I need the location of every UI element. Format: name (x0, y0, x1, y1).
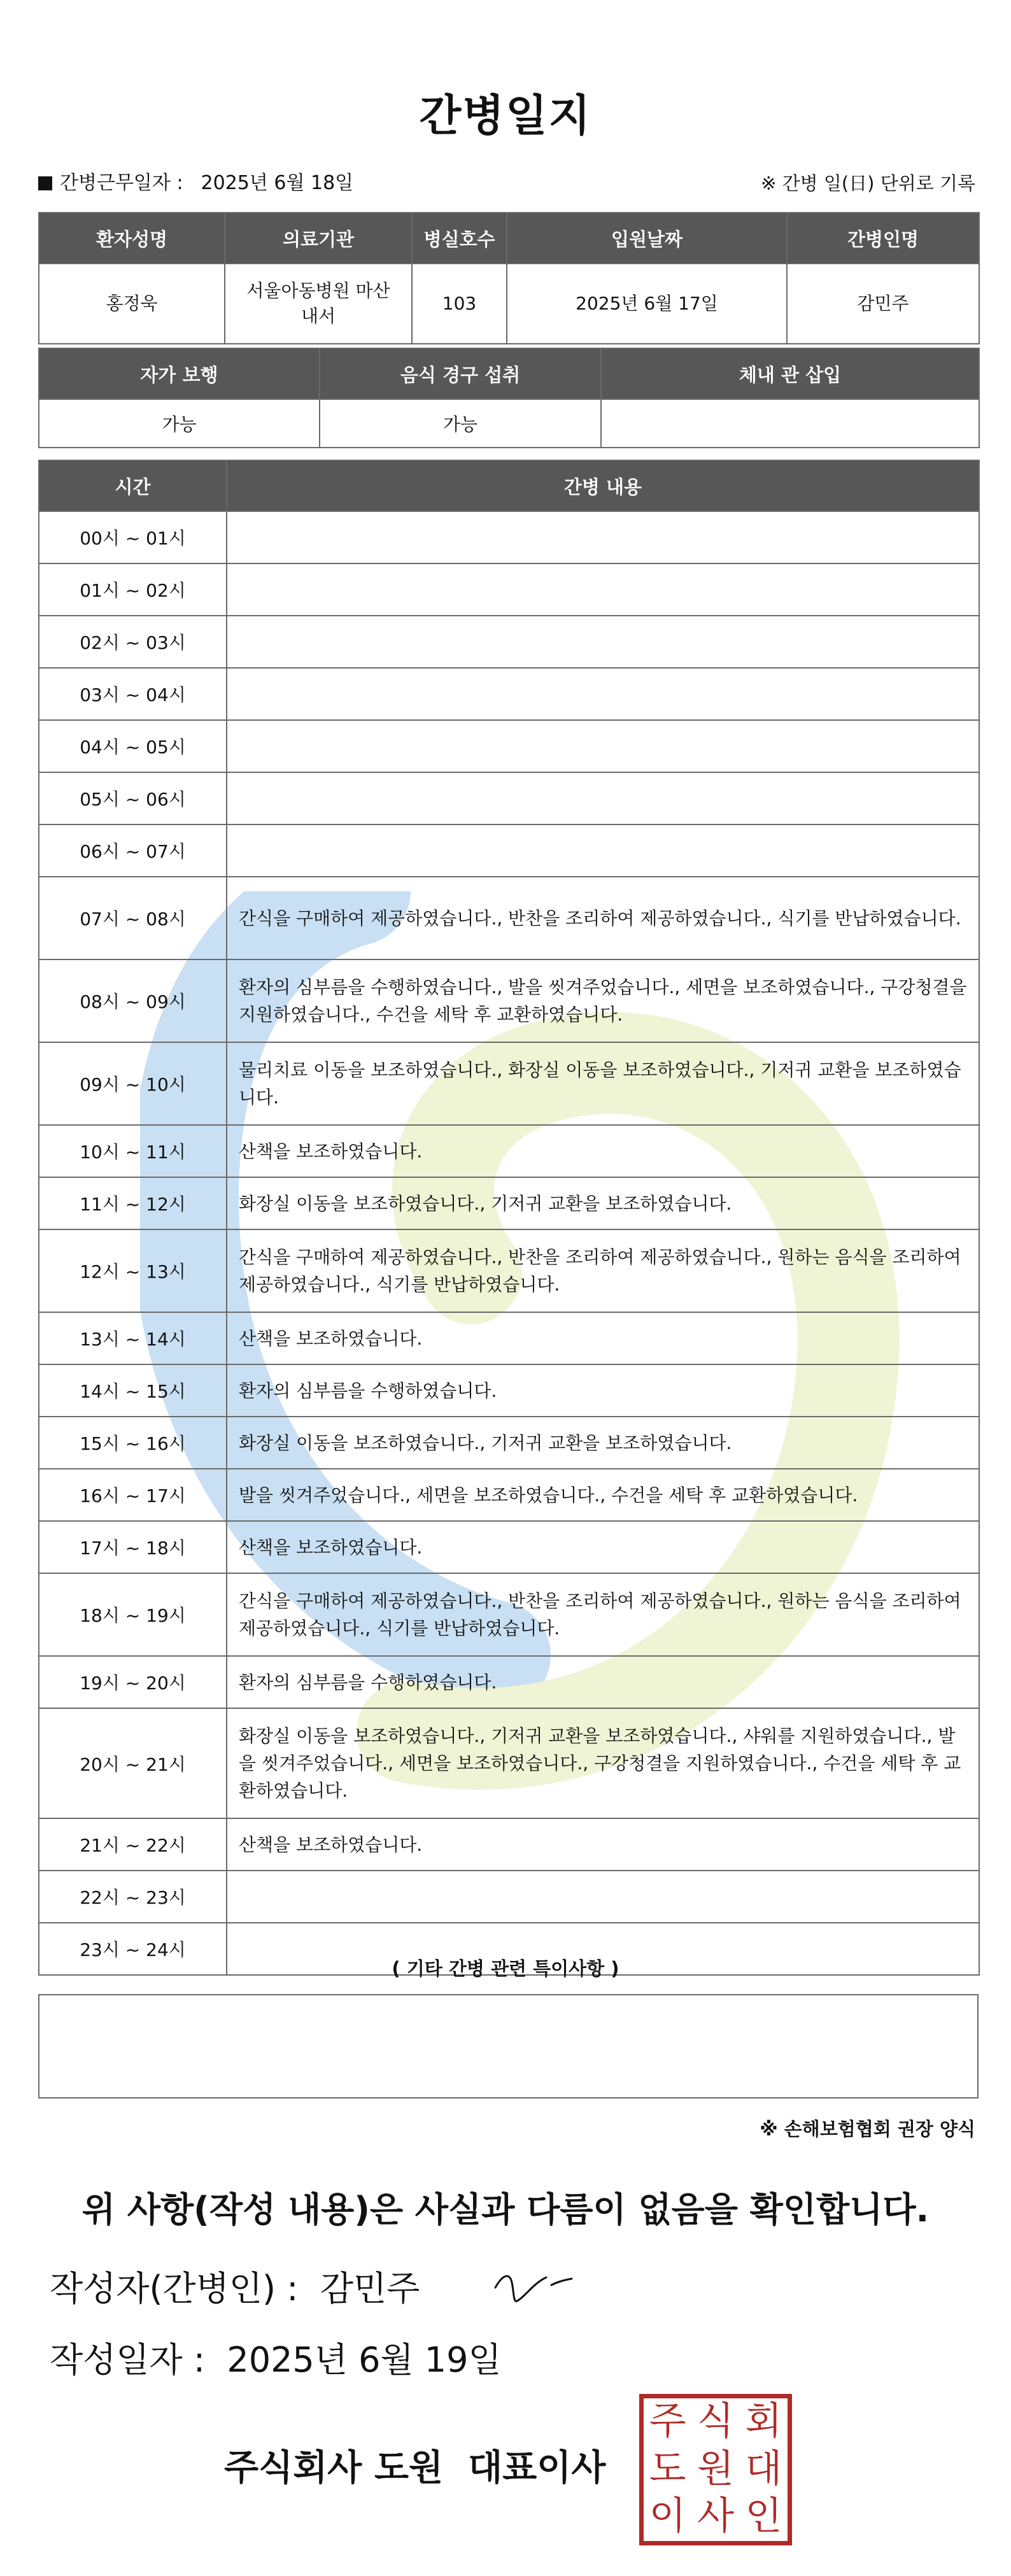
seal-character: 대 (745, 2446, 782, 2491)
caregiver-name-value: 감민주 (787, 264, 979, 344)
self-walking-value: 가능 (39, 399, 320, 448)
time-cell: 04시 ~ 05시 (39, 720, 227, 772)
table-row (39, 1417, 979, 1469)
header-tube-insertion: 체내 관 삽입 (601, 348, 979, 399)
company-ceo-line: 주식회사 도원 대표이사 (224, 2447, 606, 2489)
care-content-cell: 산책을 보조하였습니다. (227, 1521, 979, 1573)
table-row (39, 1708, 979, 1818)
care-content-cell: 산책을 보조하였습니다. (227, 1312, 979, 1364)
company-seal-stamp (639, 2394, 792, 2545)
table-row (39, 1871, 979, 1923)
patient-status-value-row (39, 399, 979, 448)
care-content-cell (227, 616, 979, 668)
writer-name: 감민주 (320, 2268, 420, 2309)
header-medical-institution: 의료기관 (225, 213, 412, 264)
seal-character: 도 (649, 2446, 686, 2491)
time-cell: 08시 ~ 09시 (39, 959, 227, 1042)
time-cell: 22시 ~ 23시 (39, 1871, 227, 1923)
room-number-value: 103 (412, 264, 507, 344)
care-content-cell: 산책을 보조하였습니다. (227, 1818, 979, 1871)
patient-info-header-row (39, 213, 979, 264)
work-date-label: 간병근무일자 : (60, 172, 183, 194)
oral-intake-value: 가능 (320, 399, 601, 448)
table-row (39, 772, 979, 824)
care-content-cell: 발을 씻겨주었습니다., 세면을 보조하였습니다., 수건을 세탁 후 교환하였습니다. (227, 1469, 979, 1521)
table-row (39, 1042, 979, 1125)
special-notes-box (38, 1994, 979, 2098)
medical-institution-value: 서울아동병원 마산 내서 (225, 264, 412, 344)
time-cell: 19시 ~ 20시 (39, 1656, 227, 1708)
care-content-cell (227, 772, 979, 824)
time-cell: 07시 ~ 08시 (39, 877, 227, 959)
time-cell: 13시 ~ 14시 (39, 1312, 227, 1364)
time-cell: 09시 ~ 10시 (39, 1042, 227, 1125)
time-cell: 05시 ~ 06시 (39, 772, 227, 824)
time-cell: 06시 ~ 07시 (39, 824, 227, 877)
time-cell: 01시 ~ 02시 (39, 563, 227, 616)
confirmation-statement: 위 사항(작성 내용)은 사실과 다름이 없음을 확인합니다. (81, 2190, 930, 2230)
header-time: 시간 (39, 460, 227, 511)
table-row (39, 824, 979, 877)
time-cell: 23시 ~ 24시 (39, 1923, 227, 1975)
table-row (39, 1312, 979, 1364)
table-row (39, 959, 979, 1042)
care-content-cell: 환자의 심부름을 수행하였습니다. (227, 1364, 979, 1417)
tube-insertion-value (601, 399, 979, 448)
time-cell: 11시 ~ 12시 (39, 1177, 227, 1229)
table-row (39, 616, 979, 668)
unit-note: ※ 간병 일(日) 단위로 기록 (761, 173, 975, 194)
header-room-number: 병실호수 (412, 213, 507, 264)
care-content-cell (227, 824, 979, 877)
written-date-value: 2025년 6월 19일 (227, 2340, 502, 2380)
patient-status-table (38, 348, 980, 448)
care-log-header-row (39, 460, 979, 511)
seal-character: 사 (697, 2494, 734, 2539)
table-row (39, 1521, 979, 1573)
time-cell: 15시 ~ 16시 (39, 1417, 227, 1469)
header-self-walking: 자가 보행 (39, 348, 320, 399)
document-title: 간병일지 (419, 91, 592, 141)
writer-label: 작성자(간병인) : (50, 2268, 299, 2309)
care-content-cell: 화장실 이동을 보조하였습니다., 기저귀 교환을 보조하였습니다. (227, 1177, 979, 1229)
patient-info-table (38, 212, 980, 344)
header-oral-intake: 음식 경구 섭취 (320, 348, 601, 399)
time-cell: 14시 ~ 15시 (39, 1364, 227, 1417)
care-content-cell (227, 720, 979, 772)
care-content-cell: 물리치료 이동을 보조하였습니다., 화장실 이동을 보조하였습니다., 기저귀 교환을 보조하였습니다. (227, 1042, 979, 1125)
time-cell: 18시 ~ 19시 (39, 1573, 227, 1656)
admission-date-value: 2025년 6월 17일 (507, 264, 787, 344)
table-row (39, 1229, 979, 1312)
table-row (39, 877, 979, 959)
care-content-cell: 환자의 심부름을 수행하였습니다. (227, 1656, 979, 1708)
special-notes-title: ( 기타 간병 관련 특이사항 ) (392, 1958, 619, 1979)
table-row (39, 1364, 979, 1417)
table-row (39, 1818, 979, 1871)
table-row (39, 720, 979, 772)
table-row (39, 1656, 979, 1708)
care-content-cell (227, 511, 979, 563)
table-row (39, 1469, 979, 1521)
time-cell: 20시 ~ 21시 (39, 1708, 227, 1818)
time-cell: 12시 ~ 13시 (39, 1229, 227, 1312)
header-care-content: 간병 내용 (227, 460, 979, 511)
time-cell: 17시 ~ 18시 (39, 1521, 227, 1573)
care-content-cell (227, 563, 979, 616)
time-cell: 00시 ~ 01시 (39, 511, 227, 563)
care-content-cell: 환자의 심부름을 수행하였습니다., 발을 씻겨주었습니다., 세면을 보조하였습니다., 구강청결을 지원하였습니다., 수건을 세탁 후 교환하였습니다. (227, 959, 979, 1042)
care-content-cell (227, 668, 979, 720)
care-content-cell: 화장실 이동을 보조하였습니다., 기저귀 교환을 보조하였습니다. (227, 1417, 979, 1469)
patient-status-header-row (39, 348, 979, 399)
work-date-value: 2025년 6월 18일 (201, 172, 354, 194)
table-row (39, 1177, 979, 1229)
signature-icon (490, 2263, 579, 2314)
time-cell: 03시 ~ 04시 (39, 668, 227, 720)
recommend-note: ※ 손해보험협회 권장 양식 (760, 2118, 975, 2140)
written-date-line (50, 2333, 502, 2382)
header-admission-date: 입원날짜 (507, 213, 787, 264)
care-log-body (39, 511, 979, 1975)
seal-character: 이 (649, 2494, 686, 2539)
square-bullet-icon (38, 176, 52, 190)
header-patient-name: 환자성명 (39, 213, 225, 264)
time-cell: 16시 ~ 17시 (39, 1469, 227, 1521)
care-log-table (38, 460, 980, 1976)
seal-character: 인 (745, 2494, 782, 2539)
work-date-line (38, 167, 353, 195)
seal-character: 회 (745, 2399, 782, 2444)
writer-line (50, 2261, 420, 2311)
table-row (39, 1125, 979, 1177)
care-content-cell (227, 1871, 979, 1923)
table-row (39, 668, 979, 720)
care-content-cell: 간식을 구매하여 제공하였습니다., 반찬을 조리하여 제공하였습니다., 원하는 음식을 조리하여 제공하였습니다., 식기를 반납하였습니다. (227, 1573, 979, 1656)
seal-character: 원 (697, 2446, 734, 2491)
table-row (39, 1573, 979, 1656)
care-content-cell: 간식을 구매하여 제공하였습니다., 반찬을 조리하여 제공하였습니다., 식기를 반납하였습니다. (227, 877, 979, 959)
time-cell: 02시 ~ 03시 (39, 616, 227, 668)
patient-info-value-row (39, 264, 979, 344)
patient-name-value: 홍정욱 (39, 264, 225, 344)
time-cell: 21시 ~ 22시 (39, 1818, 227, 1871)
time-cell: 10시 ~ 11시 (39, 1125, 227, 1177)
care-content-cell: 화장실 이동을 보조하였습니다., 기저귀 교환을 보조하였습니다., 샤워를 지원하였습니다., 발을 씻겨주었습니다., 세면을 보조하였습니다., 구강청결을 지원하였습니다., 수건을 세탁 후 교환하였습니다. (227, 1708, 979, 1818)
header-caregiver-name: 간병인명 (787, 213, 979, 264)
seal-character: 주 (649, 2399, 686, 2444)
table-row (39, 511, 979, 563)
care-content-cell: 산책을 보조하였습니다. (227, 1125, 979, 1177)
written-date-label: 작성일자 : (50, 2340, 206, 2380)
seal-character: 식 (697, 2399, 734, 2444)
table-row (39, 563, 979, 616)
care-content-cell: 간식을 구매하여 제공하였습니다., 반찬을 조리하여 제공하였습니다., 원하는 음식을 조리하여 제공하였습니다., 식기를 반납하였습니다. (227, 1229, 979, 1312)
